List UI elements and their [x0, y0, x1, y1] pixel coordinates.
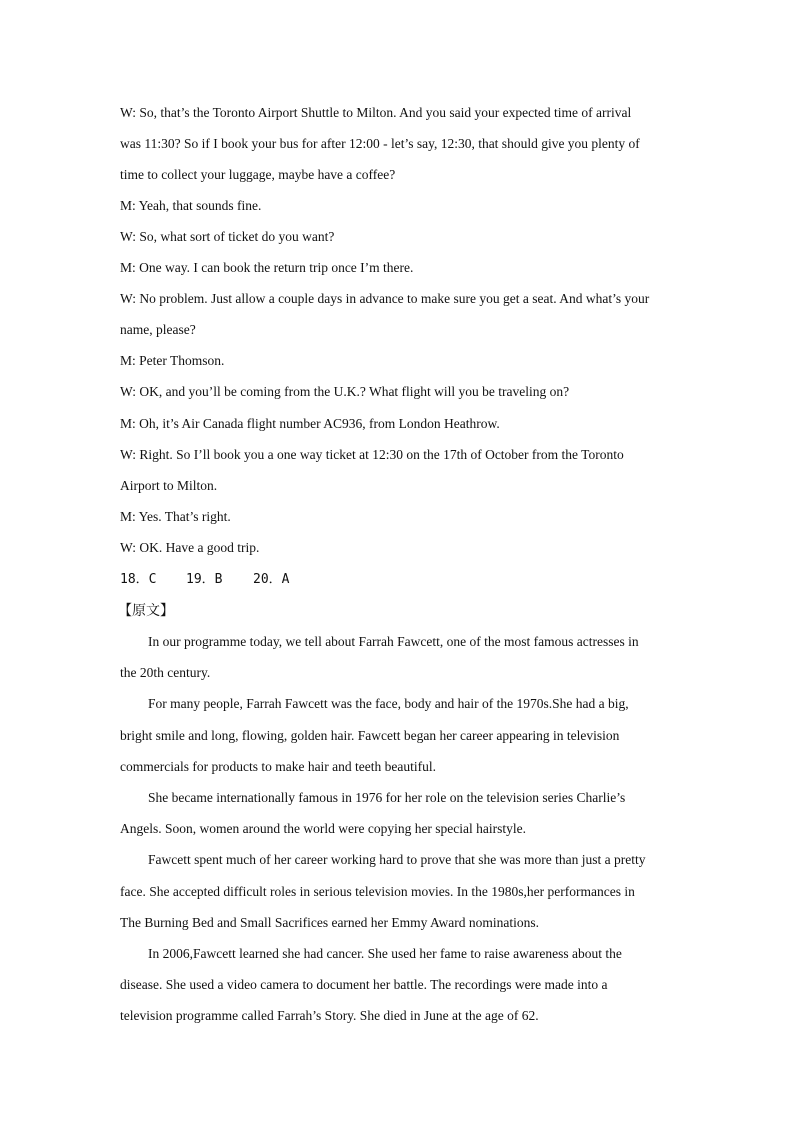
dialogue-line: W: OK, and you’ll be coming from the U.K.? What flight will you be traveling on?: [120, 384, 570, 399]
dialogue-line: M: Yes. That’s right.: [120, 509, 231, 524]
answer-18: 18．C: [120, 572, 157, 587]
passage-line: The Burning Bed and Small Sacrifices earned her Emmy Award nominations.: [120, 915, 540, 930]
dialogue-line: name, please?: [120, 322, 196, 337]
passage-line: In 2006,Fawcett learned she had cancer. She used her fame to raise awareness about the: [148, 946, 622, 961]
dialogue-line: M: Yeah, that sounds fine.: [120, 198, 262, 213]
passage-line: In our programme today, we tell about Farrah Fawcett, one of the most famous actresses in: [148, 634, 639, 649]
dialogue-line: was 11:30? So if I book your bus for after 12:00 - let’s say, 12:30, that should give you plenty of: [120, 136, 640, 151]
passage-line: face. She accepted difficult roles in serious television movies. In the 1980s,her performances in: [120, 884, 635, 899]
passage-line: Angels. Soon, women around the world were copying her special hairstyle.: [120, 821, 527, 836]
passage-line: She became internationally famous in 1976 for her role on the television series Charlie’s: [148, 790, 626, 805]
passage-line: disease. She used a video camera to document her battle. The recordings were made into a: [120, 977, 608, 992]
dialogue-line: time to collect your luggage, maybe have a coffee?: [120, 167, 396, 182]
passage-line: For many people, Farrah Fawcett was the face, body and hair of the 1970s.She had a big,: [148, 696, 629, 711]
passage-line: bright smile and long, flowing, golden hair. Fawcett began her career appearing in television: [120, 728, 620, 743]
dialogue-line: Airport to Milton.: [120, 478, 218, 493]
section-header: 【原文】: [118, 603, 174, 619]
answer-19: 19．B: [186, 572, 223, 587]
dialogue-line: W: No problem. Just allow a couple days in advance to make sure you get a seat. And what’s your: [120, 291, 650, 306]
dialogue-line: M: Oh, it’s Air Canada flight number AC936, from London Heathrow.: [120, 416, 500, 431]
dialogue-line: M: Peter Thomson.: [120, 353, 225, 368]
dialogue-line: W: OK. Have a good trip.: [120, 540, 260, 555]
passage-line: television programme called Farrah’s Story. She died in June at the age of 62.: [120, 1008, 539, 1023]
dialogue-line: W: Right. So I’ll book you a one way ticket at 12:30 on the 17th of October from the Toronto: [120, 447, 624, 462]
dialogue-line: W: So, what sort of ticket do you want?: [120, 229, 335, 244]
passage-line: Fawcett spent much of her career working hard to prove that she was more than just a pretty: [148, 852, 646, 867]
passage-line: commercials for products to make hair and teeth beautiful.: [120, 759, 437, 774]
answer-20: 20．A: [253, 572, 290, 587]
answer-key: [120, 572, 289, 588]
dialogue-line: W: So, that’s the Toronto Airport Shuttle to Milton. And you said your expected time of arrival: [120, 105, 632, 120]
dialogue-line: M: One way. I can book the return trip once I’m there.: [120, 260, 414, 275]
passage-line: the 20th century.: [120, 665, 211, 680]
